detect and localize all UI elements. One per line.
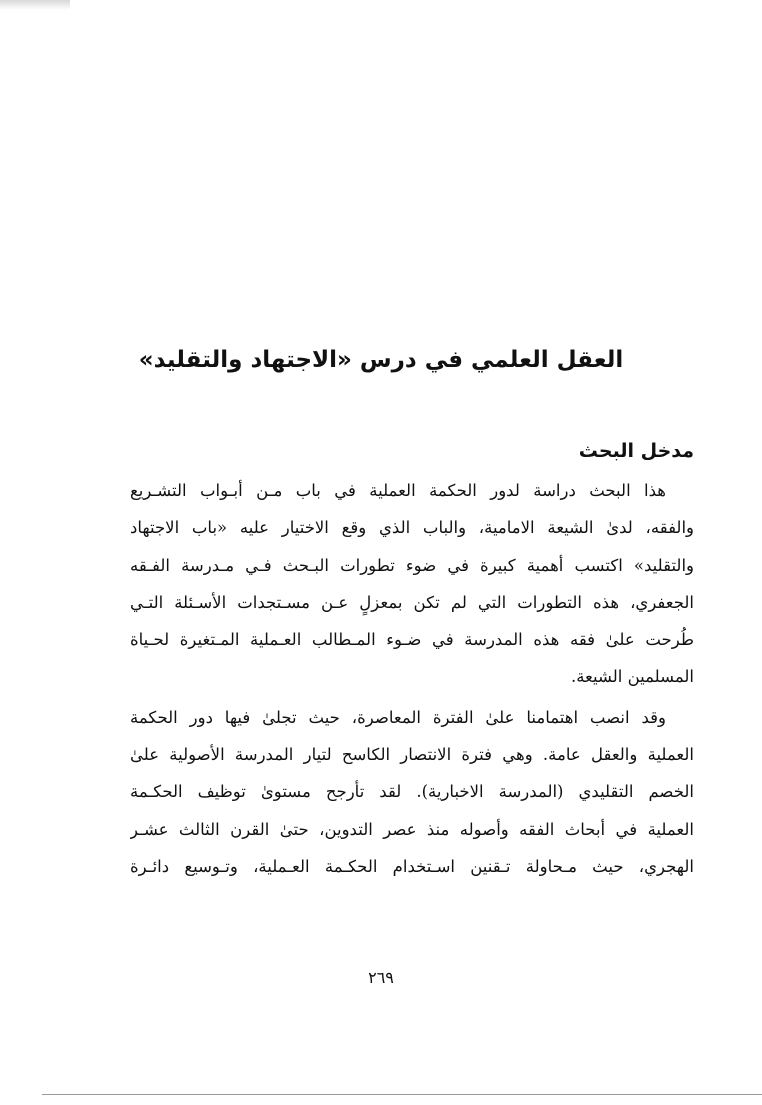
text-line: العملية في أبحاث الفقه وأصوله منذ عصر التدوين، حتىٰ القرن الثالث عشـر (130, 819, 694, 839)
text-line: الهجري، حيث مـحاولة تـقنين اسـتخدام الحكـمة العـملية، وتـوسيع دائـرة (130, 856, 694, 876)
scan-edge-line (42, 1094, 762, 1095)
section-heading: مدخل البحث (578, 440, 694, 462)
text-line: العملية والعقل عامة. وهي فترة الانتصار الكاسح لتيار المدرسة الأصولية علىٰ (130, 745, 694, 765)
text-line: وقد انصب اهتمامنا علىٰ الفترة المعاصرة، حيث تجلىٰ فيها دور الحكمة (130, 707, 666, 727)
text-line: والتقليد» اكتسب أهمية كبيرة في ضوء تطورات البـحث فـي مـدرسة الفـقه (130, 555, 694, 575)
page-number: ٢٦٩ (368, 968, 394, 987)
text-line: هذا البحث دراسة لدور الحكمة العملية في باب مـن أبـواب التشـريع (130, 481, 666, 500)
paragraph-focus (130, 699, 694, 885)
chapter-title: العقل العلمي في درس «الاجتهاد والتقليد» (138, 347, 624, 373)
text-line: الخصم التقليدي (المدرسة الاخبارية). لقد تأرجح مستوىٰ توظيف الحكـمة (130, 782, 694, 802)
text-line: طُرحت علىٰ فقه هذه المدرسة في ضـوء المـطالب العـملية المـتغيرة لحـياة (130, 630, 694, 650)
paragraph-intro (130, 472, 694, 696)
text-line: والفقه، لدىٰ الشيعة الامامية، والباب الذي وقع الاختيار عليه «باب الاجتهاد (130, 518, 694, 538)
body-text (130, 472, 694, 885)
scan-shadow-top (0, 0, 70, 10)
text-line: الجعفري، هذه التطورات التي لم تكن بمعزلٍ عـن مسـتجدات الأسـئلة التـي (130, 592, 694, 612)
text-line: المسلمين الشيعة. (570, 667, 694, 687)
